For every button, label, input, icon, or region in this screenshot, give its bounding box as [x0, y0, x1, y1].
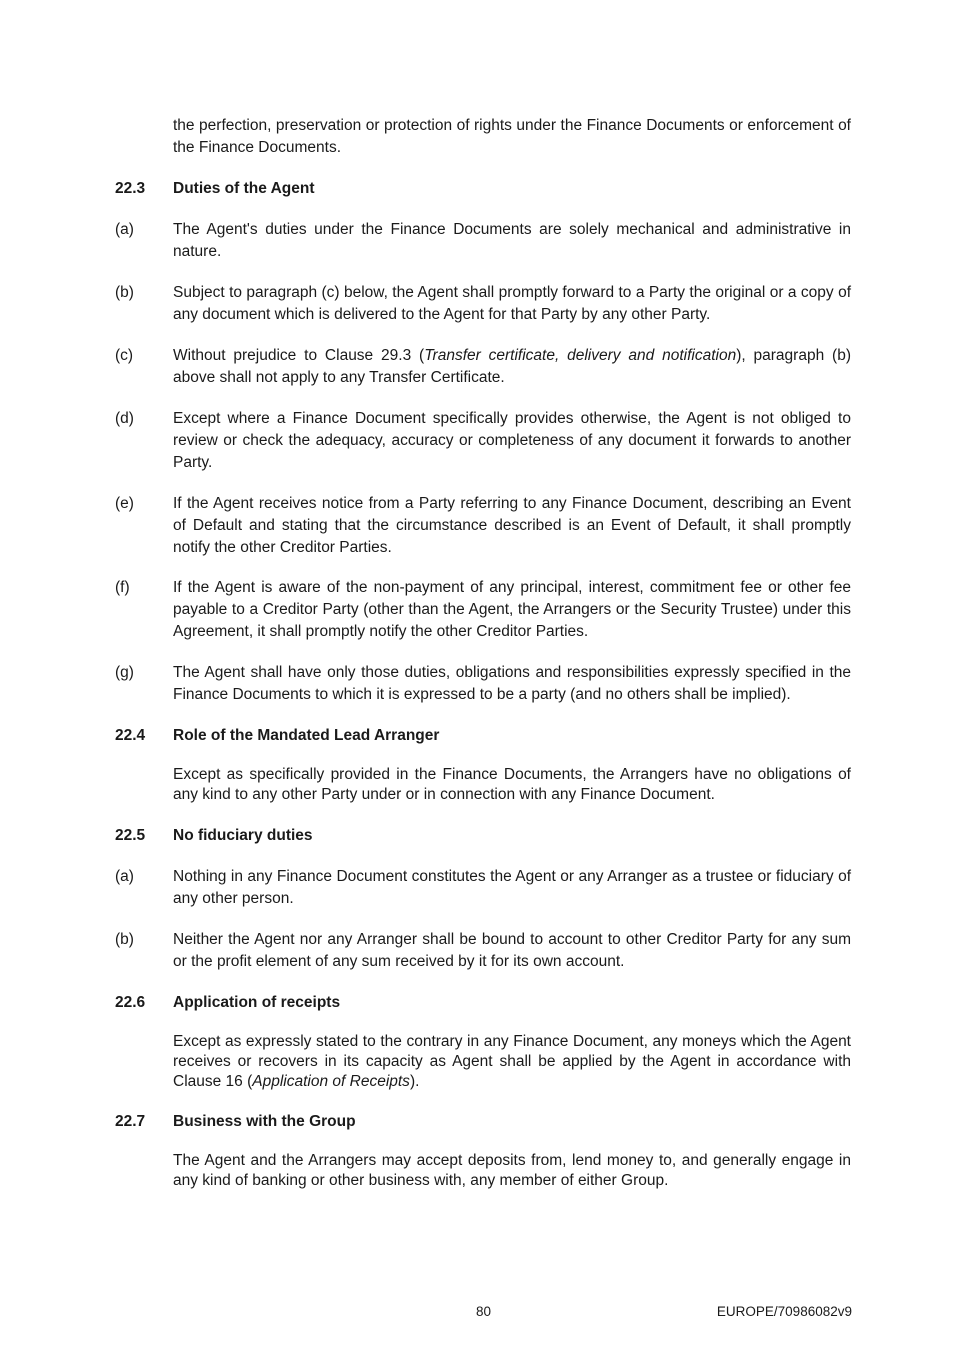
clause-text: Except where a Finance Document specifically provides otherwise, the Agent is not obliged to review or check the adequacy, accuracy or completeness of any document it forwards to another Party.: [173, 410, 851, 471]
section-number: 22.5: [115, 827, 146, 844]
clause-label: (c): [115, 347, 134, 364]
paragraph-text: Except as specifically provided in the Finance Documents, the Arrangers have no obligations of any kind to any other Party under or in connection with any Finance Document.: [173, 766, 851, 803]
section-title: Application of receipts: [173, 994, 341, 1011]
section-title: Duties of the Agent: [173, 180, 315, 197]
clause-label: (b): [115, 931, 134, 948]
section-number: 22.6: [115, 994, 146, 1011]
clause-label: (a): [115, 221, 134, 238]
clause-text: Neither the Agent nor any Arranger shall be bound to account to other Creditor Party for any sum or the profit element of any sum received by it for its own account.: [173, 931, 851, 970]
document-reference: EUROPE/70986082v9: [716, 1304, 852, 1319]
clause-label: (d): [115, 410, 134, 427]
clause-reference: Application of Receipts: [252, 1073, 410, 1090]
clause-text: Without prejudice to Clause 29.3 (Transfer certificate, delivery and notification), paragraph (b) above shall not apply to any Transfer Certificate.: [173, 347, 851, 386]
clause-text: Nothing in any Finance Document constitutes the Agent or any Arranger as a trustee or fiduciary of any other person.: [173, 868, 851, 907]
paragraph-text: The Agent and the Arrangers may accept deposits from, lend money to, and generally engage in any kind of banking or other business with, any member of either Group.: [173, 1152, 851, 1189]
section-title: No fiduciary duties: [173, 827, 313, 844]
section-number: 22.4: [115, 727, 146, 744]
clause-text: If the Agent is aware of the non-payment of any principal, interest, commitment fee or other fee payable to a Creditor Party (other than the Agent, the Arrangers or the Security Trustee) under this Agreement, it shall promptly notify the other Creditor Parties.: [173, 579, 851, 640]
clause-text: The Agent shall have only those duties, obligations and responsibilities expressly specified in the Finance Documents to which it is expressed to be a party (and no others shall be implied).: [173, 664, 851, 703]
clause-label: (f): [115, 579, 130, 596]
clause-text: Subject to paragraph (c) below, the Agent shall promptly forward to a Party the original or a copy of any document which is delivered to the Agent for that Party by any other Party.: [173, 284, 851, 323]
section-number: 22.3: [115, 180, 146, 197]
section-number: 22.7: [115, 1113, 146, 1130]
intro-text: the perfection, preservation or protection of rights under the Finance Documents or enforcement of the Finance Documents.: [173, 117, 851, 156]
clause-reference: Transfer certificate, delivery and notification: [424, 347, 737, 364]
clause-text: If the Agent receives notice from a Party referring to any Finance Document, describing an Event of Default and stating that the circumstance described is an Event of Default, it shall promptly notify the other Creditor Parties.: [173, 495, 851, 556]
clause-label: (g): [115, 664, 134, 681]
clause-label: (b): [115, 284, 134, 301]
page-number: 80: [476, 1304, 492, 1319]
clause-label: (a): [115, 868, 134, 885]
paragraph-text: Except as expressly stated to the contrary in any Finance Document, any moneys which the Agent receives or recovers in its capacity as Agent shall be applied by the Agent in accordance with Clause 16 (Application of Receipts).: [173, 1033, 851, 1090]
clause-label: (e): [115, 495, 134, 512]
section-title: Business with the Group: [173, 1113, 356, 1130]
section-title: Role of the Mandated Lead Arranger: [173, 727, 440, 744]
clause-text: The Agent's duties under the Finance Documents are solely mechanical and administrative in nature.: [173, 221, 851, 260]
